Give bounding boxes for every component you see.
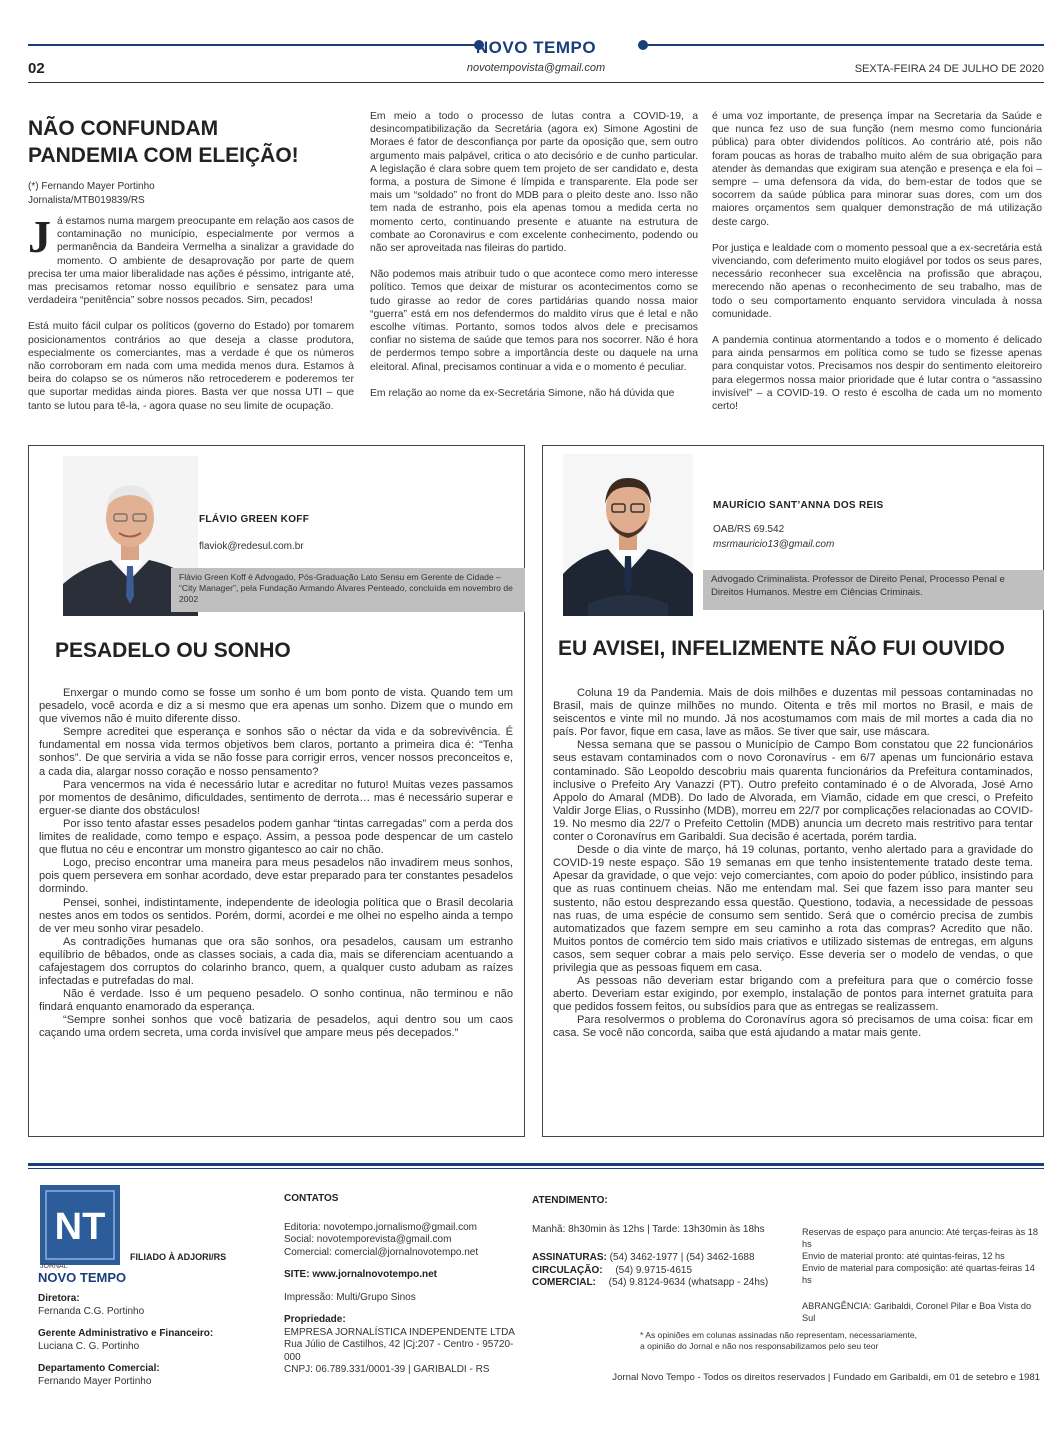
atendimento-title: ATENDIMENTO: [532,1195,608,1206]
byline-author: (*) Fernando Mayer Portinho [28,181,155,192]
article-paragraph: Está muito fácil culpar os políticos (governo do Estado) por tomarem posicionamentos contrários ao que deseja a classe produtora, especialmente os comerciantes, mas a verdade é que os números não corroboram em nada com uma medida menos dura. Estamos à beira do colapso se os números não retrocederem e poderemos ter que suportar medidas ainda piores. Basta ver que nossa UTI – que tanto se lutou para tê-la, - agora quase no seu limite de ocupação. [28,321,354,412]
article-paragraph: é uma voz importante, de presença ímpar na Secretaria da Saúde e que nunca fez uso de sua função (nem mesmo como funcionária pública) para obter dividendos políticos. Ao contrário até, pois não foram poucas as horas de trabalho muito além de sua obrigação para atender às demandas que exigiram sua atenção e presença e ela foi – sempre – uma defensora da vida, do bem-estar de todos que se socorrem da saúde pública para minorar suas dores, com um dos maiores orçamentos sem qualquer demonstração de má utilização deste cargo. [712,111,1042,228]
column-paragraph: Enxergar o mundo como se fosse um sonho é um bom ponto de vista. Quando tem um pesadelo, você acorda e diz a si mesmo que era apenas um sonho. Dizem que o mundo em que vivemos não é muito diferente disso. [39,687,513,726]
column-paragraph: Sempre acreditei que esperança e sonhos são o néctar da vida e da sobrevivência. É fundamental em nossa vida termos objetivos bem claros, portanto a primeira dica é: “Tenha sonhos”. De que serviria a vida se não fosse para corrigir erros, vencer nossos preconceitos e, a cada dia, alargar nosso coração e nosso pensamento? [39,726,513,778]
column-title: PESADELO OU SONHO [55,639,291,662]
assinaturas-row: ASSINATURAS: (54) 3462-1977 | (54) 3462-1688 [532,1252,755,1263]
article-paragraph: Não podemos mais atribuir tudo o que acontece como mero interesse político. Temos que deixar de misturar os acontecimentos como se tudo girasse ao redor de cores partidárias quando nossa maior “guerra” está em nos defendermos do maldito vírus que é letal e não escolhe vítimas. Portanto, somos todos alvos dele e precisamos confiar no sistema de saúde que temos para nos socorrer. Não é hora de perdermos tempo sobre a importância deste ou daquele na urna eleitoral. Afinal, precisamos continuar a vida e o momento é peculiar. [370,269,698,373]
author-photo [563,454,693,616]
article-column-3 [712,110,1042,426]
abrangencia: ABRANGÊNCIA: Garibaldi, Coronel Pilar e Boa Vista do Sul [802,1301,1032,1323]
comercial-row: COMERCIAL: (54) 9.8124-9634 (whatsapp - 24hs) [532,1277,769,1288]
column-title: EU AVISEI, INFELIZMENTE NÃO FUI OUVIDO [558,637,1005,660]
atendimento-block [532,1195,792,1290]
reserva-line: Reservas de espaço para anuncio: Até terças-feiras às 18 hs [802,1227,1038,1249]
contacts-title: CONTATOS [284,1193,339,1204]
article-paragraph: A pandemia continua atormentando a todos e o momento é delicado para ainda pensarmos em política como se tudo se fizesse apenas para conquistar votos. Precisamos nos despir do sentimento eleitoreiro para elegermos nossa maior prioridade que é lutar contra o “assassino invisível” – a COVID-19. O resto é escolha de cada um no momento certo! [712,335,1042,413]
column-paragraph: Nessa semana que se passou o Município de Campo Bom constatou que 22 funcionários seus estavam contaminados com o novo Coronavírus - em 6/7 apenas um funcionário estava contaminado. São Leopoldo descobriu mais quarenta funcionários da Prefeitura contaminados, inclusive o Prefeito Ary Vanazzi (PT). Outro prefeito contaminado é o de Alvorada, José Arno Appolo do Amaral (MDB). Do lado de Alvorada, em Viamão, cidade em que cresci, o Prefeito Valdir Jorge Elias, o Russinho (MDB), morreu em 22/7 por complicações relacionadas ao COVID-19. No mesmo dia 22/7 o Prefeito Cettolin (MDB) anuncia um decreto mais restritivo para tentar conter o Coronavírus em Garibaldi. Sua decisão é acertada, porém tardia. [553,739,1033,844]
opinion-box-right [542,445,1044,1137]
logo-name: NOVO TEMPO [38,1270,127,1285]
contact-social[interactable]: Social: novotemporevista@gmail.com [284,1234,452,1245]
column-paragraph: As pessoas não deveriam estar brigando com a prefeitura para que o comércio fosse aberto. Deveriam estar exigindo, por exemplo, instalação de pontos para internet gratuita para que pedidos fossem feitos, ou subsídios para que as entregas se realizassem. [553,975,1033,1014]
staff-item: Diretora: Fernanda C.G. Portinho [38,1293,145,1317]
drop-cap: J [28,211,51,262]
circulacao-row: CIRCULAÇÃO: (54) 9.9715-4615 [532,1264,693,1276]
impressao: Impressão: Multi/Grupo Sinos [284,1291,416,1303]
issue-date: SEXTA-FEIRA 24 DE JULHO DE 2020 [854,63,1044,75]
column-paragraph: “Sempre sonhei sonhos que você batizaria de pesadelos, aqui dentro sou um caos caçando uma ordem secreta, uma corda invisível que ampare meus pés decepados.” [39,1014,513,1040]
byline-credential: Jornalista/MTB019839/RS [28,195,145,206]
logo-small-text: JORNAL [40,1263,68,1270]
header-baseline [28,82,1044,83]
column-body [39,687,513,1041]
opinion-box-left [28,445,525,1137]
author-name: FLÁVIO GREEN KOFF [199,514,310,525]
propriedade-line: CNPJ: 06.789.331/0001-39 | GARIBALDI - RS [284,1364,490,1375]
author-name: MAURÍCIO SANT’ANNA DOS REIS [713,500,884,511]
article-column-2 [370,110,698,413]
site-link[interactable]: SITE: www.jornalnovotempo.net [284,1269,437,1280]
author-bio: Flávio Green Koff é Advogado, Pós-Graduação Lato Sensu em Gerente de Cidade – “City Manager”, pela Fundação Armando Álvares Penteado, concluída em novembro de 2002 [171,568,525,612]
newspaper-title: NOVO TEMPO [475,38,597,57]
column-paragraph: Coluna 19 da Pandemia. Mais de dois milhões e duzentas mil pessoas contaminadas no Brasil, mais de quinze milhões no mundo. Oitenta e três mil mortos no Brasil, e mais de seiscentos e vinte mil no mundo. Já nos acostumamos com mais de mil mortes a cada dia no país. Por favor, fique em casa, lave as mãos. Se tiver que sair, use máscara. [553,687,1033,739]
atendimento-hours: Manhã: 8h30min às 12hs | Tarde: 13h30min às 18hs [532,1223,765,1235]
contacts-block [284,1193,524,1377]
newspaper-email: novotempovista@gmail.com [466,62,606,74]
column-body [553,687,1033,1041]
propriedade-line: EMPRESA JORNALÍSTICA INDEPENDENTE LTDA [284,1326,515,1338]
propriedade-title: Propriedade: [284,1314,346,1325]
article-paragraph: Já estamos numa margem preocupante em relação aos casos de contaminação no município, especialmente por vermos a permanência da Bandeira Vermelha a sinalizar a gravidade do momento. O ambiente de desaprovação por parte de quem precisa ter uma maior liberalidade nas ações é péssimo, intrigante até, mas precisamos retomar nosso equilíbrio e sensatez para uma verdadeira “penitência” sobre nossos pecados. Sim, pecados! [28,211,354,307]
article-paragraph: Em relação ao nome da ex-Secretária Simone, não há dúvida que [370,387,675,399]
rights-line: Jornal Novo Tempo - Todos os direitos reservados | Fundado em Garibaldi, em 01 de setebro e 1981 [612,1372,1040,1383]
page-number: 02 [28,60,45,77]
affiliation: FILIADO À ADJORI/RS [130,1252,227,1262]
staff-item: Gerente Administrativo e Financeiro: Luciana C. G. Portinho [38,1328,214,1352]
staff-list [38,1293,258,1398]
article-paragraph: Em meio a todo o processo de lutas contra a COVID-19, a desincompatibilização da Secretária (agora ex) Simone Agostini de Moraes é fator de desconfiança por parte da oposição que, sem outro argumento mais palpável, critica o ato decisório e de cunho particular. A legislação é clara sobre quem tem projeto de ser candidato e, desta forma, a postura de Simone é límpida e transparente. Ela pode ser mais um “soldado” no front do MDB para o pleito deste ano. Isso não tem nada de estranho, pois ela apenas tomou a medida certa no momento certo, continuando presente e atuante na estrutura de combate ao Coronavirus e com excelente conhecimento, podendo ou não ser aproveitada nas fileiras do partido. [370,111,698,255]
column-paragraph: Pensei, sonhei, indistintamente, independente de ideologia política que o Brasil decolaria nestes anos em todos os sentidos. Porém, dormi, acordei e me olhei no espelho ainda a tempo de ver meu sonho virar pesadelo. [39,896,513,935]
article-byline [28,180,348,208]
author-email: msrmauricio13@gmail.com [713,539,835,550]
footer-rule [28,1163,1044,1166]
page-header [28,30,1044,82]
reserva-line: Envio de material para composição: até quartas-feiras 14 hs [802,1263,1035,1285]
article-column-1 [28,211,354,426]
propriedade-line: Rua Júlio de Castilhos, 42 |Cj:207 - Centro - 95720-000 [284,1339,514,1363]
reservas-block [802,1226,1042,1324]
author-email: flaviok@redesul.com.br [199,541,304,552]
column-paragraph: As contradições humanas que ora são sonhos, ora pesadelos, causam um estranho equilíbrio de bêbados, onde as classes sociais, a cada dia, mais se diferenciam acentuando a cafajestagem dos corruptos do colarinho branco, quem, a qualquer custo adubam as raízes infectadas e putrefadas do mal. [39,935,513,988]
newspaper-logo [40,1185,120,1265]
article-title-line-2: PANDEMIA COM ELEIÇÃO! [28,144,299,167]
author-oab: OAB/RS 69.542 [713,524,785,535]
article-title-line-1: NÃO CONFUNDAM [28,117,219,140]
logo-mark: NT [54,1206,106,1248]
footer-rule-thin [28,1168,1044,1169]
contact-comercial[interactable]: Comercial: comercial@jornalnovotempo.net [284,1246,479,1258]
reserva-line: Envio de material pronto: até quintas-feiras, 12 hs [802,1251,1005,1261]
staff-item: Departamento Comercial: Fernando Mayer Portinho [38,1363,160,1387]
article-paragraph: Por justiça e lealdade com o momento pessoal que a ex-secretária está vivenciando, com deferimento muito elogiável por todos os seus pares, necessário reconhecer sua excelência na profissão que abraçou, merecendo não apenas o reconhecimento de seu trabalho, mas de todo o seu comportamento enquanto servidora vinculada à nossa comunidade. [712,242,1042,320]
column-paragraph: Logo, preciso encontrar uma maneira para meus pesadelos não invadirem meus sonhos, pois quem persevera em sonhar acordado, deve estar preparado para ter constantes pesadelos dormindo. [39,857,513,896]
column-paragraph: Para vencermos na vida é necessário lutar e acreditar no futuro! Muitas vezes passamos por momentos de desânimo, dificuldades, sentimento de derrota… mas é necessário superar e erguer-se diante dos obstáculos! [39,778,513,817]
author-bio: Advogado Criminalista. Professor de Direito Penal, Processo Penal e Direitos Humanos. Mestre em Ciências Criminais. [703,570,1044,610]
column-paragraph: Para resolvermos o problema do Coronavírus agora só precisamos de uma coisa: ficar em casa. Se você não concorda, saiba que está ajudando a matar mais gente. [553,1014,1033,1040]
column-paragraph: Por isso tento afastar esses pesadelos podem ganhar “tintas carregadas” com a perda dos limites de realidade, como tempo e espaço. Assim, a pessoa pode despencar de um castelo que flutua no céu e encontrar um monstro gigantesco ao cair no chão. [39,817,513,857]
column-paragraph: Desde o dia vinte de março, há 19 colunas, portanto, venho alertado para a gravidade do COVID-19 neste espaço. São 19 semanas em que tenho insistentemente tratado deste tema. Apesar da gravidade, o que vejo: vejo comerciantes, com apoio do poder público, insistindo para que as ruas continuem cheias. Não me entendam mal. Sei que fazem isso para manter seu sustento, não estou desprezando essa questão. Questiono, todavia, a necessidade de pessoas nas ruas, de uma espécie de consumo sem sentido. Será que o comércio precisa de zumbis automatizados que fazem sempre em seu caminho a rota das compras? Acredito que não. Muitos pontos de comércio tem sido mais criativos e utilizado sistemas de entregas, em alguns casos, sem sequer cobrar a mais pelo serviço. Esse deveria ser o modelo de vendas, o que privilegia que as pessoas fiquem em casa. [553,844,1033,974]
disclaimer: * As opiniões em colunas assinadas não representam, necessariamente, a opinião do Jornal e não nos responsabilizamos pelo seu teor [640,1330,918,1351]
column-paragraph: Não é verdade. Isso é um pequeno pesadelo. O sonho continua, não terminou e não findará enquanto enamorado da esperança. [39,988,513,1014]
contact-editoria[interactable]: Editoria: novotempo.jornalismo@gmail.com [284,1221,478,1233]
article-title [28,115,348,169]
